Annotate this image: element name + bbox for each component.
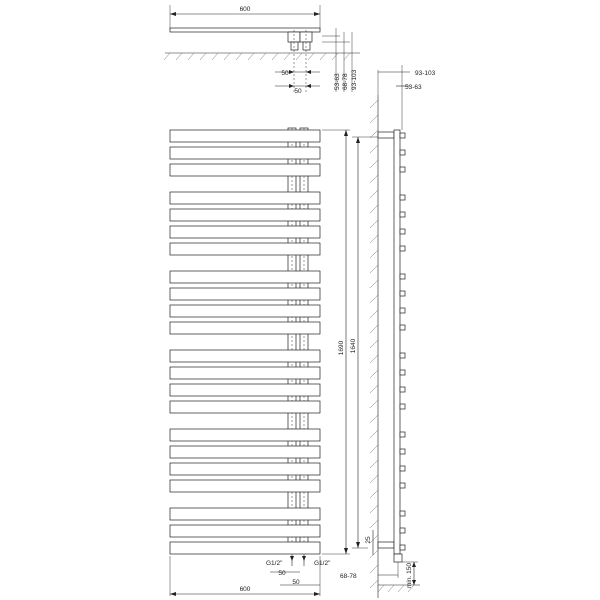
top-offset-50-a: 50	[281, 70, 289, 77]
bar	[170, 367, 320, 379]
top-view	[164, 5, 360, 95]
front-view	[170, 128, 380, 596]
top-wall-hatch	[164, 53, 350, 60]
connection-left-label: G1/2"	[266, 560, 283, 567]
front-width-label: 600	[239, 586, 251, 593]
side-depth-93-103: 93-103	[415, 70, 436, 77]
offset-25-label: 25	[365, 536, 372, 544]
bar	[170, 463, 320, 475]
top-offset-50-b: 50	[294, 88, 302, 95]
side-bar-profiles	[400, 133, 405, 550]
bar	[170, 508, 320, 520]
bar	[170, 446, 320, 458]
bar	[170, 164, 320, 176]
bar	[170, 429, 320, 441]
top-depth-68-78: 68-78	[342, 73, 349, 90]
bar	[170, 147, 320, 159]
bar	[170, 243, 320, 255]
bar	[170, 192, 320, 204]
radiator-bars	[170, 130, 320, 554]
bar	[170, 209, 320, 221]
bar	[170, 384, 320, 396]
top-width-label: 600	[239, 6, 251, 13]
top-depth-93-103: 93-103	[351, 69, 358, 90]
side-view	[340, 65, 436, 598]
height-outer-label: 1690	[338, 340, 345, 356]
bar	[170, 226, 320, 238]
top-depth-53-63: 53-63	[334, 73, 341, 90]
side-depth-68-78: 68-78	[340, 573, 357, 580]
front-offset-50-a: 50	[278, 570, 286, 577]
height-inner-label: 1640	[350, 338, 357, 354]
side-depth-53-63: 53-63	[405, 84, 422, 91]
bar	[170, 288, 320, 300]
bar	[170, 525, 320, 537]
bar	[170, 130, 320, 142]
bar	[170, 350, 320, 362]
bar	[170, 305, 320, 317]
bar	[170, 271, 320, 283]
side-wall-hatch	[370, 100, 378, 588]
front-offset-50-b: 50	[292, 579, 300, 586]
bar	[170, 480, 320, 492]
side-min-150-label: min. 150	[406, 563, 413, 588]
bar	[170, 542, 320, 554]
bar	[170, 322, 320, 334]
connection-right-label: G1/2"	[314, 560, 331, 567]
bar	[170, 401, 320, 413]
